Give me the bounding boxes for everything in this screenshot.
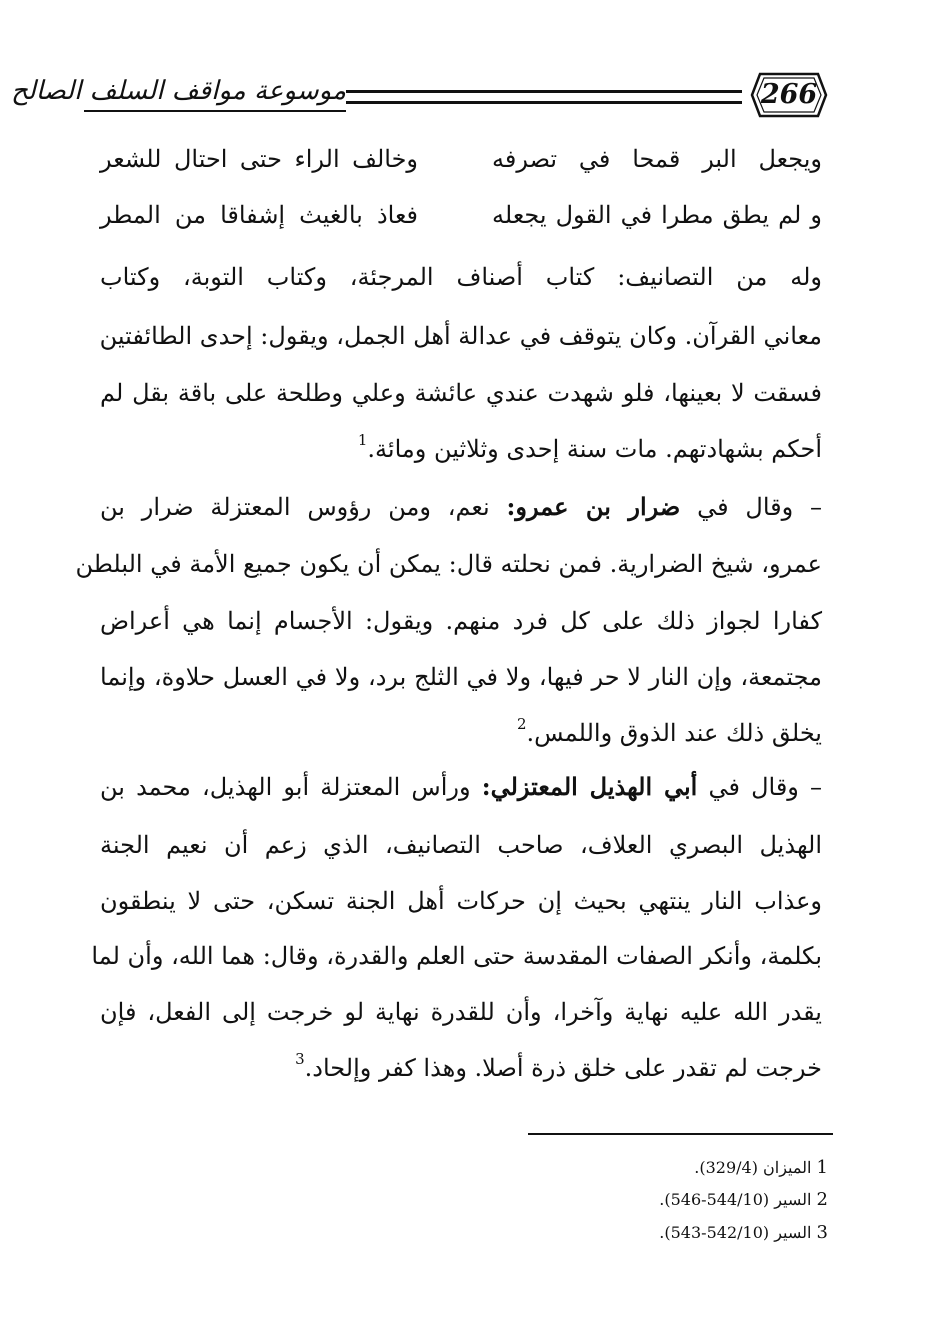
verse-1-right: ويجعل البر قمحا في تصرفه [492,145,822,173]
para3-line4: بكلمة، وأنكر الصفات المقدسة حتى العلم والقدرة، وقال: هما الله، وأن لما [91,942,822,970]
para1-line2: معاني القرآن. وكان يتوقف في عدالة أهل الجمل، ويقول: إحدى الطائفتين [99,322,822,350]
para2-lead: – وقال في [697,493,823,521]
para3-line6-text: خرجت لم تقدر على خلق ذرة أصلا. وهذا كفر وإلحاد. [304,1054,822,1082]
para3-line6 [295,1052,822,1084]
para2-line5 [517,717,822,749]
footnote-ref-3: 3 [295,1050,305,1068]
para3-name: أبي الهذيل المعتزلي: [481,772,698,801]
footnote-2-text: السير (544/10-546). [659,1190,812,1209]
footnote-2 [659,1189,828,1211]
verse-2-left: فعاذ بالغيث إشفاقا من المطر [100,201,418,229]
footnote-3-text: السير (542/10-543). [659,1223,812,1242]
footnote-3-number: 3 [816,1222,828,1243]
verse-2-right: و لم يطق مطرا في القول يجعله [492,201,822,229]
para3-line1 [100,771,822,803]
para1-line4-text: أحكم بشهادتهم. مات سنة إحدى وثلاثين ومائة. [367,435,822,463]
para2-line1-rest: نعم، ومن رؤوس المعتزلة ضرار بن [100,493,490,521]
para1-line1: وله من التصانيف: كتاب أصناف المرجئة، وكتاب التوبة، وكتاب [100,263,822,291]
para1-line4 [358,433,822,465]
footnote-2-number: 2 [816,1189,828,1210]
footnote-ref-2: 2 [517,715,527,733]
footnote-1-number: 1 [816,1157,828,1178]
para2-line3: كفارا لجواز ذلك على كل فرد منهم. ويقول: الأجسام إنما هي أعراض [100,607,822,635]
para2-line5-text: يخلق ذلك عند الذوق واللمس. [526,719,822,747]
footnote-separator [528,1133,833,1135]
para1-line3: فسقت لا بعينها، فلو شهدت عندي عائشة وعلي وطلحة على باقة بقل لم [100,379,822,407]
footnote-3 [659,1222,828,1244]
footnote-ref-1: 1 [357,431,368,449]
footnote-1 [694,1157,828,1179]
para3-lead: – وقال في [708,773,823,801]
para3-line5: يقدر الله عليه نهاية وآخرا، وأن للقدرة نهاية لو خرجت إلى الفعل، فإن [100,998,822,1026]
para2-line2: عمرو، شيخ الضرارية. فمن نحلته قال: يمكن أن يكون جميع الأمة في البلطن [75,550,822,578]
page-number-badge [750,70,828,120]
para2-line1 [100,491,822,523]
para3-line2: الهذيل البصري العلاف، صاحب التصانيف، الذي زعم أن نعيم الجنة [100,831,822,859]
para2-line4: مجتمعة، وإن النار لا حر فيها، ولا في الثلج برد، ولا في العسل حلاوة، وإنما [100,663,822,691]
page-header [11,70,834,130]
page-number: 266 [760,79,818,110]
header-rule [346,90,742,104]
para2-name: ضرار بن عمرو: [506,492,681,521]
verse-1-left: وخالف الراء حتى احتال للشعر [100,145,418,173]
book-title: موسوعة مواقف السلف الصالح [11,76,346,106]
title-underline [84,110,346,112]
para3-line3: وعذاب النار ينتهي بحيث إن حركات أهل الجنة تسكن، حتى لا ينطقون [100,887,822,915]
para3-line1-rest: ورأس المعتزلة أبو الهذيل، محمد بن [100,773,471,801]
footnote-1-text: الميزان (329/4). [694,1158,812,1177]
